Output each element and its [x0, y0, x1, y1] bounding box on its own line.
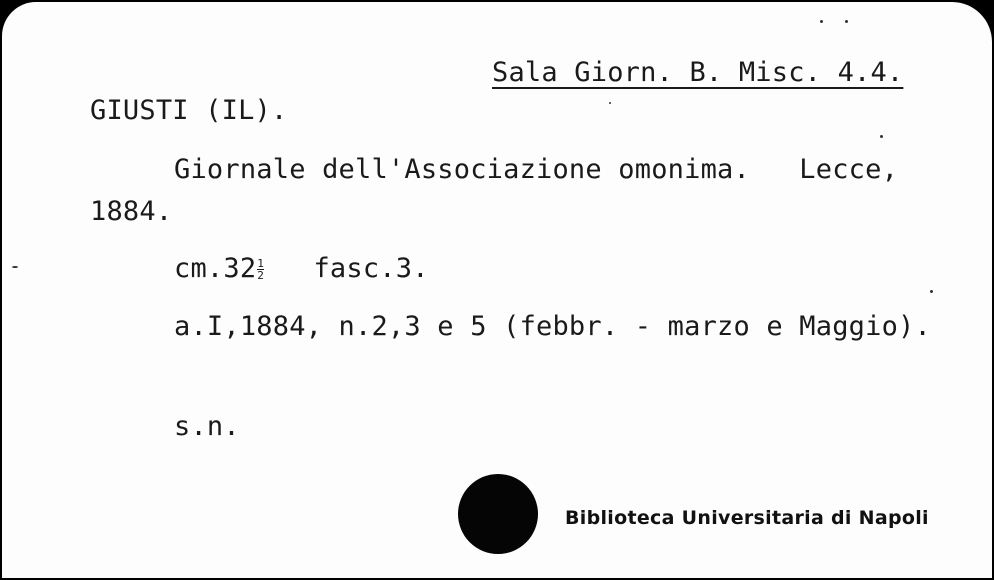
- shelfmark: Sala Giorn. B. Misc. 4.4.: [492, 57, 904, 88]
- holdings-line: a.I,1884, n.2,3 e 5 (febbr. - marzo e Maggio).: [174, 311, 931, 342]
- format-prefix: cm.32: [174, 253, 257, 284]
- fraction-denominator: 2: [257, 269, 265, 282]
- year-line: 1884.: [90, 196, 173, 227]
- catalog-card: [2, 2, 992, 578]
- note-line: s.n.: [174, 411, 240, 442]
- format-suffix: fasc.3.: [264, 253, 429, 284]
- fraction-numerator: 1: [257, 257, 265, 270]
- stamp-label: Biblioteca Universitaria di Napoli: [565, 507, 929, 529]
- title-line: Giornale dell'Associazione omonima. Lecce,: [174, 154, 899, 185]
- card-heading: GIUSTI (IL).: [90, 95, 288, 126]
- dust-speck: [880, 135, 883, 138]
- stamp-seal: [458, 474, 538, 554]
- dust-speck: [609, 102, 611, 104]
- dust-speck: [12, 266, 18, 268]
- format-line: [174, 253, 429, 285]
- dust-speck: [845, 20, 848, 23]
- dust-speck: [820, 20, 823, 23]
- dust-speck: [930, 290, 933, 293]
